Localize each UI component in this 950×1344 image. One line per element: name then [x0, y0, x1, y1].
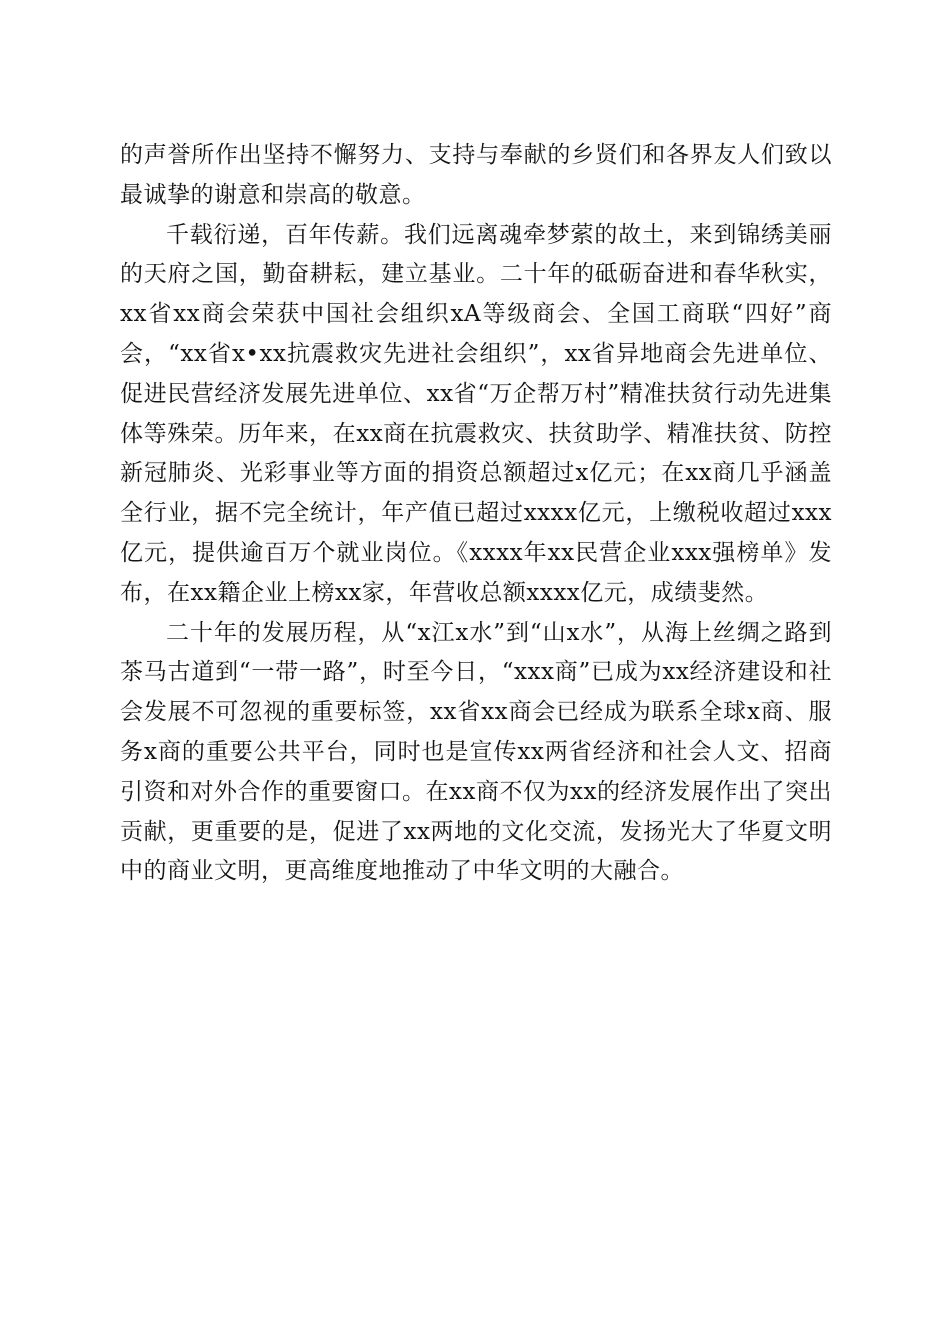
body-text [120, 136, 832, 892]
paragraph-development: 二十年的发展历程，从“x江x水”到“山x水”，从海上丝绸之路到茶马古道到“一带一路”，时至今日，“xxx商”已成为xx经济建设和社会发展不可忽视的重要标签，xx省xx商会已经成为联系全球x商、服务x商的重要公共平台，同时也是宣传xx两省经济和社会人文、招商引资和对外合作的重要窗口。在xx商不仅为xx的经济发展作出了突出贡献，更重要的是，促进了xx两地的文化交流，发扬光大了华夏文明中的商业文明，更高维度地推动了中华文明的大融合。 [120, 619, 832, 885]
paragraph-achievements: 千载衍递，百年传薪。我们远离魂牵梦萦的故土，来到锦绣美丽的天府之国，勤奋耕耘，建立基业。二十年的砥砺奋进和春华秋实，xx省xx商会荣获中国社会组织xA等级商会、全国工商联“四好”商会，“xx省x•xx抗震救灾先进社会组织”，xx省异地商会先进单位、促进民营经济发展先进单位、xx省“万企帮万村”精准扶贫行动先进集体等殊荣。历年来，在xx商在抗震救灾、扶贫助学、精准扶贫、防控新冠肺炎、光彩事业等方面的捐资总额超过x亿元；在xx商几乎涵盖全行业，据不完全统计，年产值已超过xxxx亿元，上缴税收超过xxx亿元，提供逾百万个就业岗位。《xxxx年xx民营企业xxx强榜单》发布，在xx籍企业上榜xx家，年营收总额xxxx亿元，成绩斐然。 [120, 221, 832, 606]
paragraph-continuation: 的声誉所作出坚持不懈努力、支持与奉献的乡贤们和各界友人们致以最诚挚的谢意和崇高的敬意。 [120, 142, 832, 208]
